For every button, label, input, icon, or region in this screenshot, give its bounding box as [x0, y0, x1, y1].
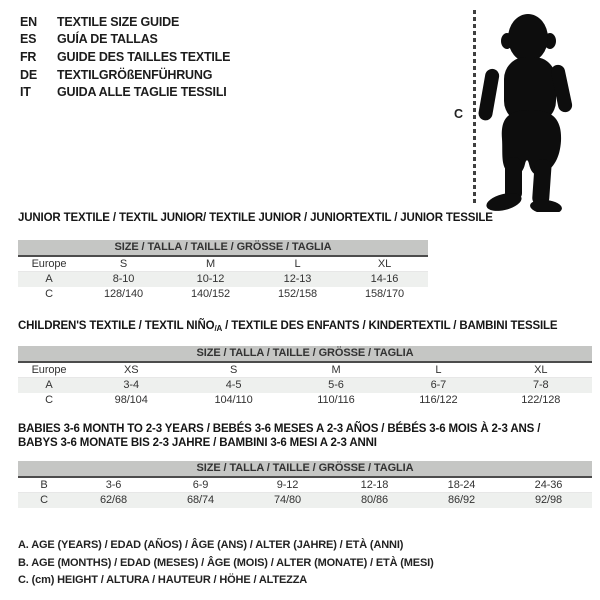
lang-row-es [20, 31, 230, 49]
children-title-subscript: /A [214, 324, 223, 333]
table-row [18, 377, 592, 393]
cell: 5-6 [285, 377, 387, 393]
cell: 74/80 [244, 492, 331, 508]
lang-code: ES [20, 32, 37, 47]
lang-row-de [20, 66, 230, 84]
figure-area [440, 0, 600, 220]
cell: 92/98 [505, 492, 592, 508]
language-list [20, 13, 230, 101]
cell: L [254, 256, 341, 272]
lang-title: TEXTILE SIZE GUIDE [57, 14, 180, 29]
table-header-row [18, 346, 592, 362]
cell: XL [341, 256, 428, 272]
footnote-a: A. AGE (YEARS) / EDAD (AÑOS) / ÂGE (ANS) / ALTER (JAHRE) / ETÀ (ANNI) [18, 539, 404, 551]
lang-title: GUIDA ALLE TAGLIE TESSILI [57, 85, 227, 100]
cell: M [167, 256, 254, 272]
lang-title: GUÍA DE TALLAS [57, 32, 158, 47]
lang-code: IT [20, 85, 31, 100]
cell: 12-13 [254, 271, 341, 287]
cell: 24-36 [505, 477, 592, 493]
lang-code: EN [20, 14, 37, 29]
cell: 3-4 [80, 377, 182, 393]
cell: 18-24 [418, 477, 505, 493]
cell: 110/116 [317, 394, 355, 407]
cell: S [182, 362, 284, 378]
cell: 9-12 [244, 477, 331, 493]
table-row [18, 271, 428, 287]
lang-title: TEXTILGRÖßENFÜHRUNG [57, 67, 213, 82]
cell: 116/122 [419, 394, 458, 407]
measure-label-c: C [454, 107, 464, 121]
size-header-band: SIZE / TALLA / TAILLE / GRÖSSE / TAGLIA [18, 240, 428, 256]
children-title-post: / TEXTILE DES ENFANTS / KINDERTEXTIL / BAMBINI TESSILE [222, 320, 558, 332]
cell: 6-7 [387, 377, 489, 393]
row-label: B [18, 477, 70, 493]
babies-title-line2: BABYS 3-6 MONATE BIS 2-3 JAHRE / BAMBINI 3-6 MESI A 2-3 ANNI [18, 436, 377, 449]
cell: 3-6 [70, 477, 157, 493]
babies-title-line1: BABIES 3-6 MONTH TO 2-3 YEARS / BEBÉS 3-6 MESES A 2-3 AÑOS / BÉBÉS 3-6 MOIS À 2-3 ANS / [18, 423, 541, 435]
lang-row-en [20, 13, 230, 31]
row-label: Europe [18, 362, 80, 378]
cell: 128/140 [103, 288, 144, 301]
cell: XS [80, 362, 182, 378]
cell: 14-16 [341, 271, 428, 287]
cell: 98/104 [114, 394, 148, 407]
size-header-band: SIZE / TALLA / TAILLE / GRÖSSE / TAGLIA [18, 461, 592, 477]
lang-code: FR [20, 49, 37, 64]
cell: 140/152 [190, 288, 231, 301]
cell: 6-9 [157, 477, 244, 493]
junior-size-table [18, 240, 428, 302]
junior-section-title: JUNIOR TEXTILE / TEXTIL JUNIOR/ TEXTILE JUNIOR / JUNIORTEXTIL / JUNIOR TESSILE [18, 212, 493, 224]
cell: 158/170 [364, 288, 405, 301]
cell: 152/158 [277, 288, 318, 301]
row-label: C [45, 394, 53, 407]
table-row [18, 393, 592, 409]
lang-row-fr [20, 48, 230, 66]
babies-size-table [18, 461, 592, 508]
children-title-pre: CHILDREN'S TEXTILE / TEXTIL NIÑO [18, 320, 215, 332]
row-label: A [18, 377, 80, 393]
cell: 104/110 [214, 394, 253, 407]
cell: M [285, 362, 387, 378]
footnotes [18, 537, 434, 590]
height-measure-dashed-line [473, 10, 476, 206]
cell: 7-8 [490, 377, 592, 393]
toddler-silhouette-icon [478, 7, 594, 212]
cell: 10-12 [167, 271, 254, 287]
row-label: Europe [18, 256, 80, 272]
cell: 12-18 [331, 477, 418, 493]
cell: 80/86 [331, 492, 418, 508]
table-row [18, 287, 428, 303]
table-header-row [18, 461, 592, 477]
table-row [18, 477, 592, 493]
children-section-title [18, 320, 557, 336]
lang-code: DE [20, 67, 37, 82]
cell: 62/68 [70, 492, 157, 508]
cell: L [387, 362, 489, 378]
table-row [18, 256, 428, 272]
cell: 68/74 [157, 492, 244, 508]
babies-section-title [18, 423, 540, 450]
table-row [18, 492, 592, 508]
cell: 122/128 [521, 394, 561, 407]
cell: XL [490, 362, 592, 378]
cell: 86/92 [418, 492, 505, 508]
table-row [18, 362, 592, 378]
row-label: C [45, 288, 53, 301]
size-header-band: SIZE / TALLA / TAILLE / GRÖSSE / TAGLIA [18, 346, 592, 362]
footnote-b: B. AGE (MONTHS) / EDAD (MESES) / ÂGE (MOIS) / ALTER (MONATE) / ETÀ (MESI) [18, 556, 434, 569]
cell: 4-5 [182, 377, 284, 393]
lang-row-it [20, 83, 230, 101]
cell: S [80, 256, 167, 272]
row-label: C [18, 492, 70, 508]
footnote-c: C. (cm) HEIGHT / ALTURA / HAUTEUR / HÖHE / ALTEZZA [18, 574, 308, 586]
lang-title: GUIDE DES TAILLES TEXTILE [57, 49, 231, 64]
cell: 8-10 [80, 271, 167, 287]
table-header-row [18, 240, 428, 256]
row-label: A [18, 271, 80, 287]
children-size-table [18, 346, 592, 408]
